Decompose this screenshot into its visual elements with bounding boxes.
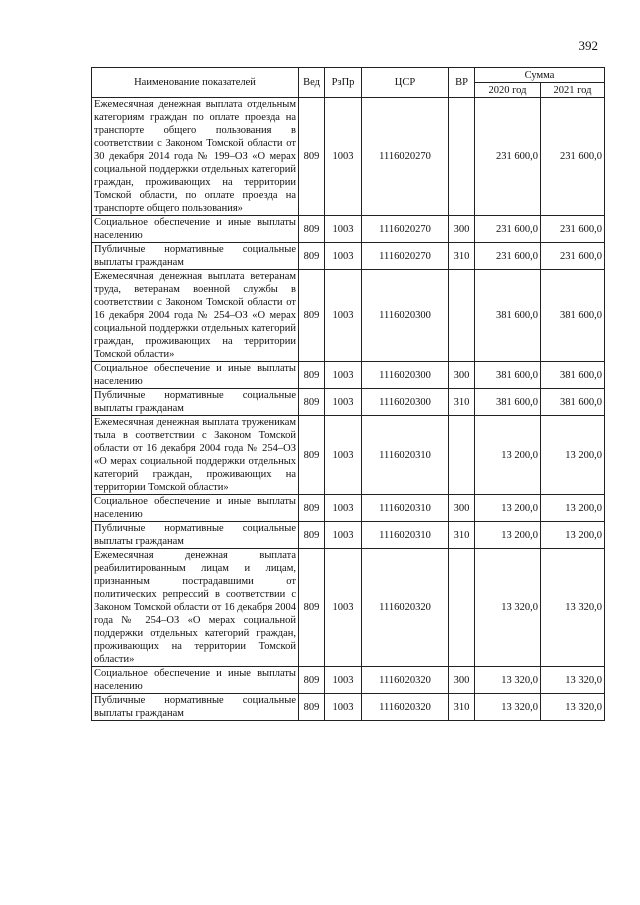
row-2021-cell: 381 600,0 <box>541 362 605 389</box>
row-ved-cell: 809 <box>299 216 325 243</box>
row-vr-cell: 300 <box>449 495 475 522</box>
row-name-cell: Публичные нормативные социальные выплаты гражданам <box>92 389 299 416</box>
row-name-cell: Публичные нормативные социальные выплаты гражданам <box>92 522 299 549</box>
table-row <box>92 216 605 243</box>
row-2021-cell: 13 200,0 <box>541 416 605 495</box>
row-2021-cell: 13 320,0 <box>541 694 605 721</box>
row-ved-cell: 809 <box>299 389 325 416</box>
row-ved-cell: 809 <box>299 270 325 362</box>
table-row <box>92 243 605 270</box>
row-ved-cell: 809 <box>299 495 325 522</box>
row-csr-cell: 1116020270 <box>362 243 449 270</box>
row-vr-cell: 310 <box>449 694 475 721</box>
row-csr-cell: 1116020300 <box>362 389 449 416</box>
row-rzpr-cell: 1003 <box>325 549 362 667</box>
row-csr-cell: 1116020320 <box>362 549 449 667</box>
row-rzpr-cell: 1003 <box>325 495 362 522</box>
budget-table <box>91 67 605 721</box>
row-name-cell: Ежемесячная денежная выплата отдельным категориям граждан по оплате проезда на транспорте общего пользования в соответствии с Законом Томской области от 30 декабря 2014 года № 199–ОЗ «О мерах социальной поддержки отдельных категорий граждан, проживающих на территории Томской области, по оплате проезда на транспорте общего пользования» <box>92 98 299 216</box>
table-row <box>92 522 605 549</box>
row-rzpr-cell: 1003 <box>325 98 362 216</box>
row-csr-cell: 1116020300 <box>362 362 449 389</box>
row-csr-cell: 1116020320 <box>362 694 449 721</box>
row-2021-cell: 13 320,0 <box>541 667 605 694</box>
row-vr-cell: 300 <box>449 216 475 243</box>
row-vr-cell <box>449 270 475 362</box>
row-rzpr-cell: 1003 <box>325 362 362 389</box>
table-row <box>92 270 605 362</box>
row-csr-cell: 1116020320 <box>362 667 449 694</box>
row-2021-cell: 13 320,0 <box>541 549 605 667</box>
header-vr: ВР <box>449 68 475 98</box>
row-2020-cell: 231 600,0 <box>475 243 541 270</box>
row-2020-cell: 381 600,0 <box>475 389 541 416</box>
row-name-cell: Ежемесячная денежная выплата реабилитированным лицам и лицам, признанным пострадавшими от политических репрессий в соответствии с Законом Томской области от 16 декабря 2004 года № 254–ОЗ «О мерах социальной поддержки отдельных категорий граждан, проживающих на территории Томской области» <box>92 549 299 667</box>
row-ved-cell: 809 <box>299 98 325 216</box>
row-vr-cell: 310 <box>449 522 475 549</box>
row-2021-cell: 13 200,0 <box>541 522 605 549</box>
row-2020-cell: 13 320,0 <box>475 694 541 721</box>
header-sum: Сумма <box>475 68 605 83</box>
row-csr-cell: 1116020300 <box>362 270 449 362</box>
row-vr-cell: 310 <box>449 389 475 416</box>
row-2020-cell: 381 600,0 <box>475 362 541 389</box>
row-name-cell: Ежемесячная денежная выплата труженикам тыла в соответствии с Законом Томской области от 16 декабря 2004 года № 254–ОЗ «О мерах социальной поддержки отдельных категорий граждан, проживающих на территории Томской области» <box>92 416 299 495</box>
row-2020-cell: 13 200,0 <box>475 522 541 549</box>
row-csr-cell: 1116020310 <box>362 416 449 495</box>
page-number: 392 <box>578 38 598 53</box>
row-rzpr-cell: 1003 <box>325 270 362 362</box>
row-2020-cell: 13 320,0 <box>475 667 541 694</box>
table-row <box>92 694 605 721</box>
row-ved-cell: 809 <box>299 694 325 721</box>
table-row <box>92 416 605 495</box>
row-2020-cell: 231 600,0 <box>475 98 541 216</box>
row-rzpr-cell: 1003 <box>325 389 362 416</box>
row-name-cell: Публичные нормативные социальные выплаты гражданам <box>92 243 299 270</box>
row-2021-cell: 381 600,0 <box>541 270 605 362</box>
table-row <box>92 362 605 389</box>
row-rzpr-cell: 1003 <box>325 694 362 721</box>
row-2020-cell: 231 600,0 <box>475 216 541 243</box>
header-year-2020: 2020 год <box>475 83 541 98</box>
table-body <box>92 98 605 721</box>
header-csr: ЦСР <box>362 68 449 98</box>
row-2021-cell: 231 600,0 <box>541 98 605 216</box>
row-name-cell: Социальное обеспечение и иные выплаты населению <box>92 216 299 243</box>
row-rzpr-cell: 1003 <box>325 416 362 495</box>
row-name-cell: Социальное обеспечение и иные выплаты населению <box>92 362 299 389</box>
row-2021-cell: 231 600,0 <box>541 216 605 243</box>
row-csr-cell: 1116020310 <box>362 495 449 522</box>
row-vr-cell: 310 <box>449 243 475 270</box>
row-csr-cell: 1116020270 <box>362 216 449 243</box>
row-2021-cell: 13 200,0 <box>541 495 605 522</box>
header-ved: Вед <box>299 68 325 98</box>
table-row <box>92 667 605 694</box>
row-vr-cell <box>449 416 475 495</box>
row-rzpr-cell: 1003 <box>325 667 362 694</box>
row-vr-cell <box>449 98 475 216</box>
row-ved-cell: 809 <box>299 667 325 694</box>
header-year-2021: 2021 год <box>541 83 605 98</box>
row-rzpr-cell: 1003 <box>325 243 362 270</box>
table-row <box>92 495 605 522</box>
table-row <box>92 549 605 667</box>
row-csr-cell: 1116020310 <box>362 522 449 549</box>
header-name: Наименование показателей <box>92 68 299 98</box>
row-vr-cell: 300 <box>449 667 475 694</box>
row-name-cell: Социальное обеспечение и иные выплаты населению <box>92 495 299 522</box>
row-name-cell: Ежемесячная денежная выплата ветеранам труда, ветеранам военной службы в соответствии с Законом Томской области от 16 декабря 2004 года № 254–ОЗ «О мерах социальной поддержки отдельных категорий граждан, проживающих на территории Томской области» <box>92 270 299 362</box>
row-2020-cell: 13 200,0 <box>475 495 541 522</box>
row-2020-cell: 13 200,0 <box>475 416 541 495</box>
row-2021-cell: 231 600,0 <box>541 243 605 270</box>
row-name-cell: Публичные нормативные социальные выплаты гражданам <box>92 694 299 721</box>
table-row <box>92 389 605 416</box>
row-rzpr-cell: 1003 <box>325 216 362 243</box>
row-vr-cell: 300 <box>449 362 475 389</box>
row-2021-cell: 381 600,0 <box>541 389 605 416</box>
row-ved-cell: 809 <box>299 243 325 270</box>
row-vr-cell <box>449 549 475 667</box>
header-rzpr: РзПр <box>325 68 362 98</box>
row-rzpr-cell: 1003 <box>325 522 362 549</box>
row-ved-cell: 809 <box>299 522 325 549</box>
table-row <box>92 98 605 216</box>
row-2020-cell: 13 320,0 <box>475 549 541 667</box>
row-name-cell: Социальное обеспечение и иные выплаты населению <box>92 667 299 694</box>
row-2020-cell: 381 600,0 <box>475 270 541 362</box>
row-ved-cell: 809 <box>299 416 325 495</box>
row-csr-cell: 1116020270 <box>362 98 449 216</box>
row-ved-cell: 809 <box>299 549 325 667</box>
row-ved-cell: 809 <box>299 362 325 389</box>
